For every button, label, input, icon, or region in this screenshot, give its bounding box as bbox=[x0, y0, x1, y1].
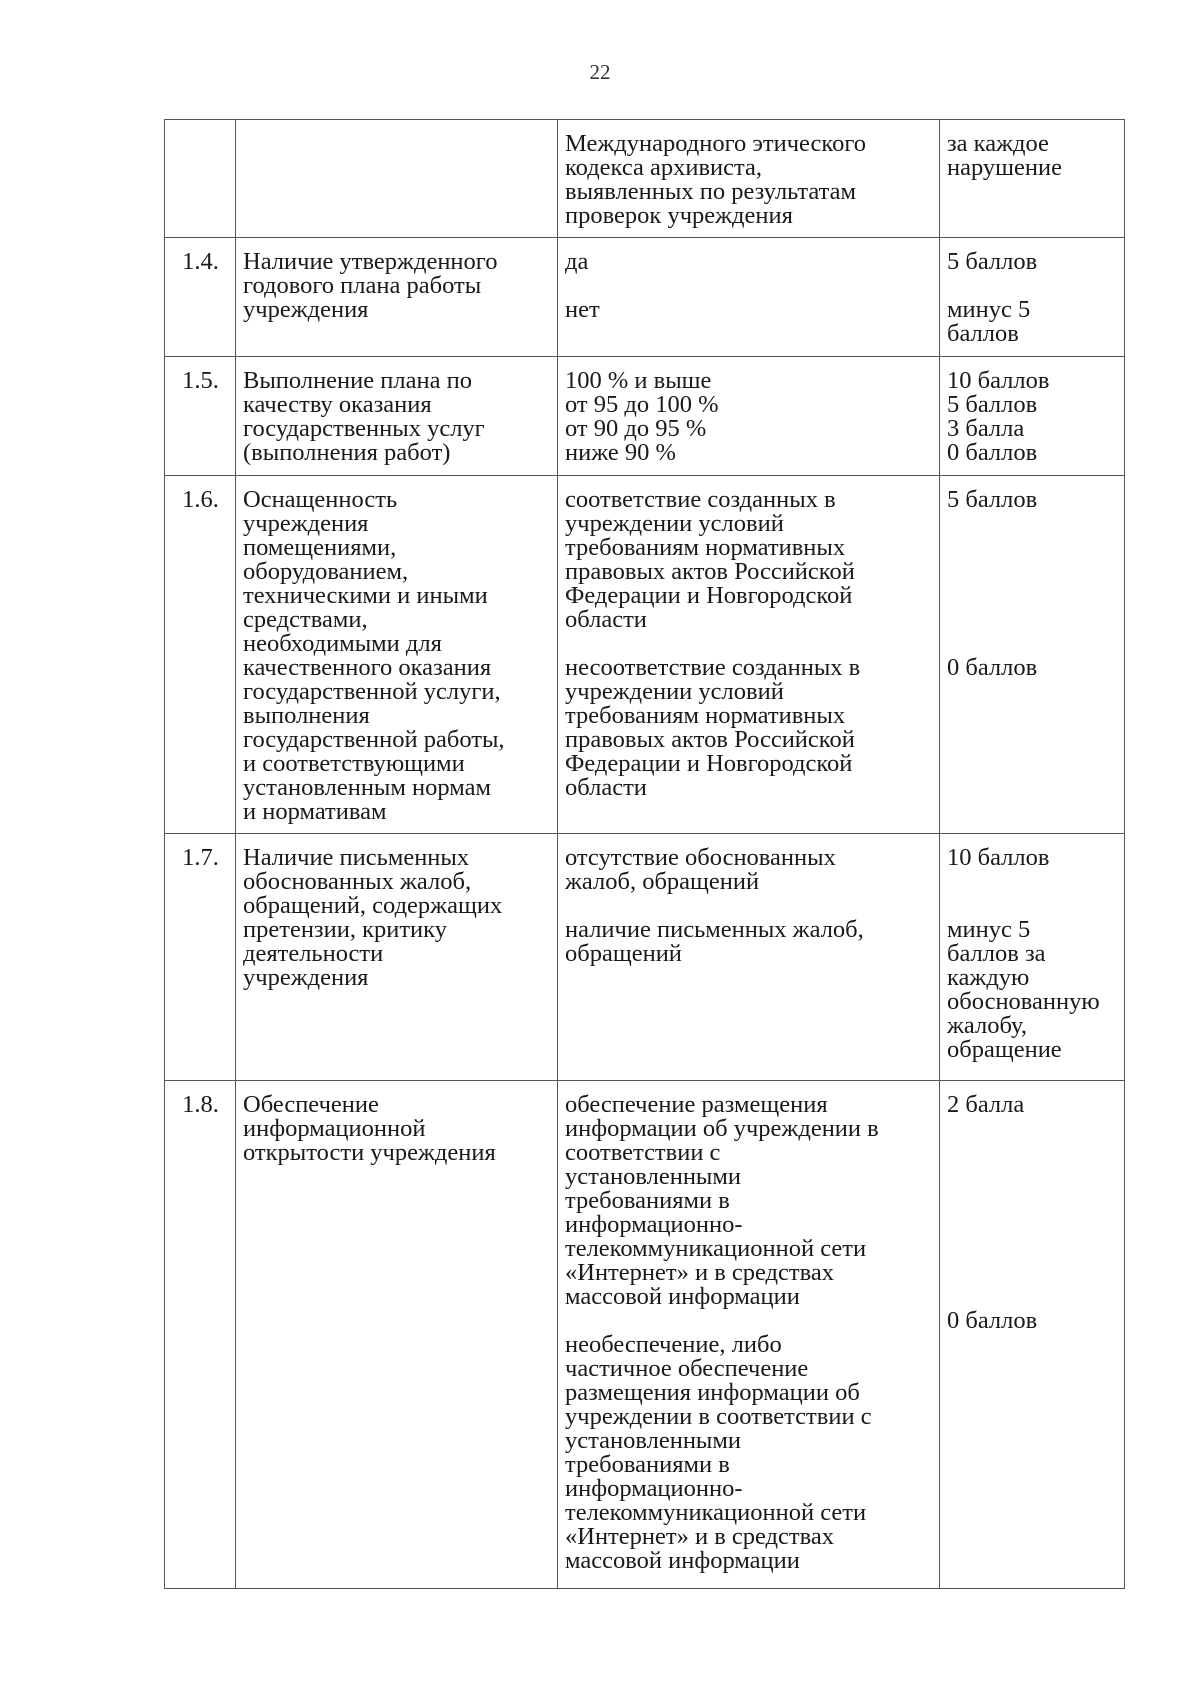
indicator-name: Оснащенность учреждения помещениями, оборудованием, техническими и иными средствами, необходимыми для качественного оказания государственной услуги, выполнения государственной работы, и соответствующими установленным нормам и нормативам bbox=[236, 476, 558, 834]
row-number bbox=[165, 120, 236, 238]
criterion-text: наличие письменных жалоб, обращений bbox=[565, 916, 864, 967]
criteria-cell bbox=[558, 834, 940, 1081]
points-text: минус 5 баллов за каждую обоснованную жалобу, обращение bbox=[947, 916, 1100, 1063]
table-row bbox=[165, 834, 1125, 1081]
row-number: 1.8. bbox=[165, 1081, 236, 1589]
criterion-text: отсутствие обоснованных жалоб, обращений bbox=[565, 844, 836, 895]
indicator-name: Наличие письменных обоснованных жалоб, обращений, содержащих претензии, критику деятельности учреждения bbox=[236, 834, 558, 1081]
indicator-name: Наличие утвержденного годового плана работы учреждения bbox=[236, 238, 558, 357]
points-text: минус 5 баллов bbox=[947, 296, 1031, 347]
points-text: 10 баллов 5 баллов 3 балла 0 баллов bbox=[947, 367, 1050, 466]
criterion-text: соответствие созданных в учреждении условий требованиям нормативных правовых актов Российской Федерации и Новгородской области bbox=[565, 486, 855, 633]
points-cell bbox=[940, 357, 1125, 476]
criteria-table bbox=[164, 119, 1125, 1589]
criterion-text: да bbox=[565, 248, 589, 275]
row-number: 1.6. bbox=[165, 476, 236, 834]
row-number: 1.4. bbox=[165, 238, 236, 357]
points-cell bbox=[940, 238, 1125, 357]
table-row bbox=[165, 1081, 1125, 1589]
indicator-name: Обеспечение информационной открытости учреждения bbox=[236, 1081, 558, 1589]
criterion-text: необеспечение, либо частичное обеспечение размещения информации об учреждении в соответствии с установленными требованиями в информационно- телекоммуникационной сети «Интернет» и в средствах массовой информации bbox=[565, 1331, 872, 1574]
points-text: 10 баллов bbox=[947, 844, 1050, 871]
criteria-cell bbox=[558, 476, 940, 834]
points-text: 5 баллов bbox=[947, 248, 1038, 275]
row-number: 1.5. bbox=[165, 357, 236, 476]
criteria-cell bbox=[558, 357, 940, 476]
table-row bbox=[165, 357, 1125, 476]
criterion-text: обеспечение размещения информации об учреждении в соответствии с установленными требованиями в информационно- телекоммуникационной сети «Интернет» и в средствах массовой информации bbox=[565, 1091, 879, 1310]
criterion-text: 100 % и выше от 95 до 100 % от 90 до 95 % ниже 90 % bbox=[565, 367, 719, 466]
points-cell bbox=[940, 120, 1125, 238]
criteria-cell bbox=[558, 120, 940, 238]
criterion-text: Международного этического кодекса архивиста, выявленных по результатам проверок учреждения bbox=[565, 130, 867, 229]
points-text: 0 баллов bbox=[947, 654, 1038, 681]
page-number: 22 bbox=[589, 60, 611, 84]
criterion-text: нет bbox=[565, 296, 600, 323]
criteria-cell bbox=[558, 1081, 940, 1589]
points-text: 0 баллов bbox=[947, 1307, 1038, 1334]
criteria-cell bbox=[558, 238, 940, 357]
points-cell bbox=[940, 476, 1125, 834]
points-text: за каждое нарушение bbox=[947, 130, 1062, 181]
points-text: 2 балла bbox=[947, 1091, 1025, 1118]
indicator-name bbox=[236, 120, 558, 238]
row-number: 1.7. bbox=[165, 834, 236, 1081]
criterion-text: несоответствие созданных в учреждении условий требованиям нормативных правовых актов Российской Федерации и Новгородской области bbox=[565, 654, 861, 801]
table-row bbox=[165, 476, 1125, 834]
points-text: 5 баллов bbox=[947, 486, 1038, 513]
table-row bbox=[165, 120, 1125, 238]
table-row bbox=[165, 238, 1125, 357]
points-cell bbox=[940, 1081, 1125, 1589]
indicator-name: Выполнение плана по качеству оказания государственных услуг (выполнения работ) bbox=[236, 357, 558, 476]
points-cell bbox=[940, 834, 1125, 1081]
